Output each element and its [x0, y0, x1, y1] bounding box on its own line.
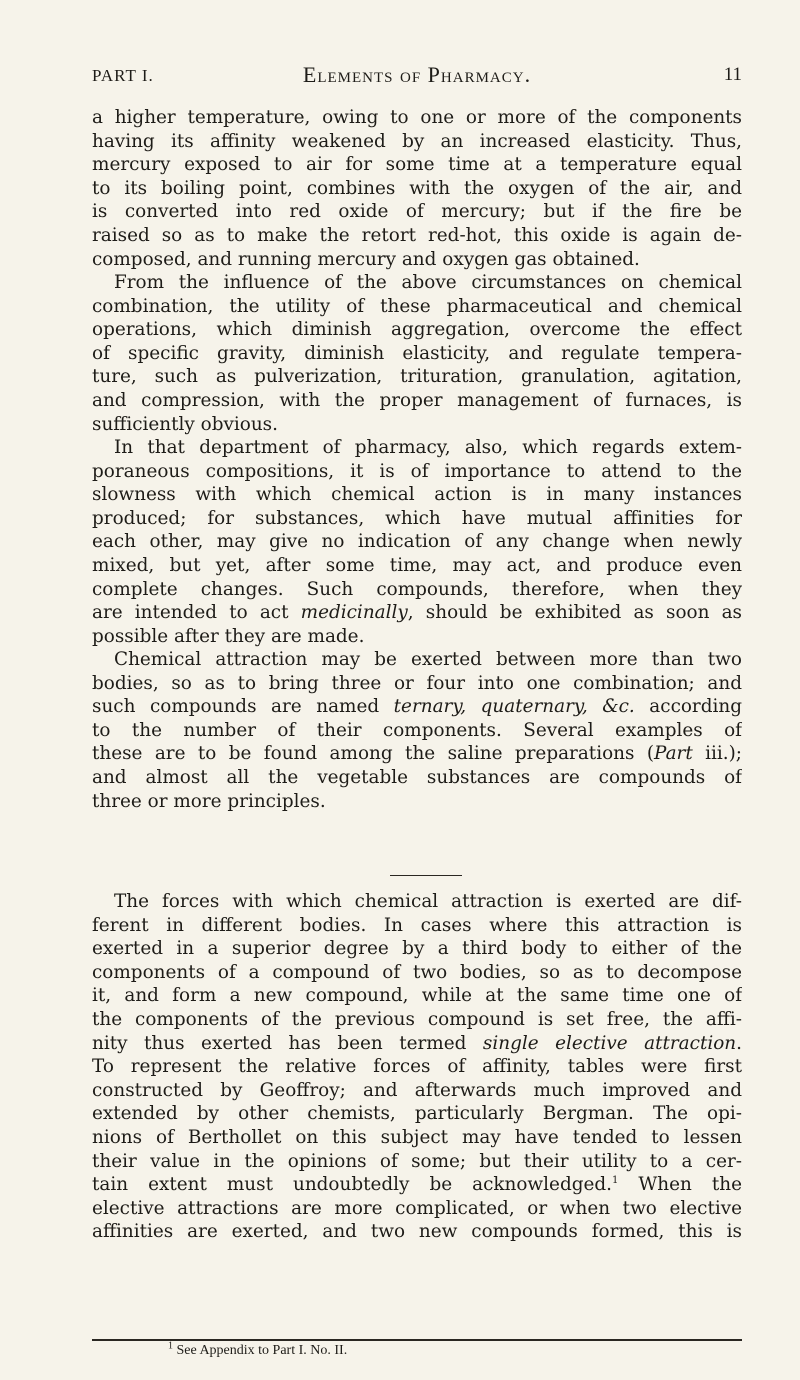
- footnote-marker: 1: [168, 1340, 173, 1352]
- text-line: The forces with which chemical attraction is exerted are dif-: [114, 891, 742, 912]
- text-line: components of a compound of two bodies, so as to decompose: [92, 961, 742, 983]
- text-line: and almost all the vegetable substances are compounds of: [92, 766, 742, 788]
- footnote-reference[interactable]: 1: [612, 1175, 619, 1186]
- text-line: mercury exposed to air for some time at a temperature equal: [92, 154, 742, 176]
- text-line: operations, which diminish aggregation, overcome the effect: [92, 319, 742, 341]
- footnote: [168, 1340, 348, 1359]
- text-line: raised so as to make the retort red-hot, this oxide is again de-: [92, 224, 742, 246]
- paragraph-4: [92, 648, 742, 813]
- text-line: [92, 695, 742, 719]
- text-run: tain extent must undoubtedly be acknowledged.: [92, 1174, 612, 1196]
- paragraph-5: [92, 890, 742, 1244]
- footnote-divider: [92, 1339, 742, 1341]
- text-run: When the: [618, 1174, 742, 1196]
- paragraph-3: [92, 436, 742, 648]
- text-run: iii.);: [692, 743, 742, 765]
- text-line: is converted into red oxide of mercury; but if the fire be: [92, 201, 742, 223]
- text-run: , should be exhibited as soon as: [407, 602, 742, 624]
- text-line: affinities are exerted, and two new compounds formed, this is: [92, 1221, 742, 1243]
- text-line: having its affinity weakened by an increased elasticity. Thus,: [92, 130, 742, 152]
- text-line: Chemical attraction may be exerted between more than two: [114, 649, 742, 670]
- text-run: are intended to act: [92, 602, 301, 624]
- text-line: bodies, so as to bring three or four into one combination; and: [92, 672, 742, 694]
- text-line: it, and form a new compound, while at the same time one of: [92, 985, 742, 1007]
- text-run: according: [634, 696, 742, 718]
- text-line: produced; for substances, which have mutual affinities for: [92, 507, 742, 529]
- text-line: composed, and running mercury and oxygen gas obtained.: [92, 248, 640, 270]
- italic-text: medicinally: [300, 602, 408, 624]
- italic-text: Part: [654, 743, 693, 765]
- text-line: to the number of their components. Several examples of: [92, 719, 742, 741]
- text-line: [92, 1032, 742, 1056]
- text-line: combination, the utility of these pharmaceutical and chemical: [92, 295, 742, 317]
- footnote-text: See Appendix to Part I. No. II.: [176, 1343, 348, 1358]
- text-line: the components of the previous compound is set free, the affi-: [92, 1008, 742, 1030]
- text-line: of specific gravity, diminish elasticity, and regulate tempera-: [92, 342, 742, 364]
- italic-text: ternary, quaternary, &c.: [393, 696, 635, 718]
- text-line: poraneous compositions, it is of importance to attend to the: [92, 460, 742, 482]
- text-line: each other, may give no indication of any change when newly: [92, 531, 742, 553]
- text-run: nity thus exerted has been termed: [92, 1032, 483, 1054]
- text-line: [92, 601, 742, 625]
- italic-text: single elective attraction: [482, 1032, 737, 1054]
- text-line: three or more principles.: [92, 790, 326, 812]
- running-header: [92, 62, 742, 92]
- part-label: PART I.: [92, 66, 154, 85]
- text-line: complete changes. Such compounds, therefore, when they: [92, 578, 742, 600]
- section-divider: [390, 875, 462, 876]
- text-line: extended by other chemists, particularly Bergman. The opi-: [92, 1103, 742, 1125]
- text-line: [92, 1173, 742, 1197]
- text-line: their value in the opinions of some; but their utility to a cer-: [92, 1150, 742, 1172]
- page-number: 11: [723, 64, 742, 85]
- text-line: and compression, with the proper management of furnaces, is: [92, 389, 742, 411]
- paragraph-1: [92, 106, 742, 271]
- text-line: ferent in different bodies. In cases where this attraction is: [92, 914, 742, 936]
- text-run: such compounds are named: [92, 696, 394, 718]
- text-line: exerted in a superior degree by a third body to either of the: [92, 938, 742, 960]
- page-title: Elements of Pharmacy.: [302, 62, 532, 87]
- text-line: mixed, but yet, after some time, may act, and produce even: [92, 554, 742, 576]
- text-line: possible after they are made.: [92, 625, 365, 647]
- text-line: constructed by Geoffroy; and afterwards much improved and: [92, 1079, 742, 1101]
- text-run: .: [736, 1032, 742, 1054]
- text-run: these are to be found among the saline preparations (: [92, 743, 655, 765]
- text-line: ture, such as pulverization, trituration, granulation, agitation,: [92, 366, 742, 388]
- text-line: slowness with which chemical action is in many instances: [92, 484, 742, 506]
- text-line: To represent the relative forces of affinity, tables were first: [92, 1056, 742, 1078]
- text-line: to its boiling point, combines with the oxygen of the air, and: [92, 177, 742, 199]
- text-line: a higher temperature, owing to one or more of the components: [92, 107, 742, 128]
- text-line: elective attractions are more complicated, or when two elective: [92, 1197, 742, 1219]
- text-line: From the influence of the above circumstances on chemical: [114, 272, 742, 293]
- paragraph-2: [92, 271, 742, 436]
- text-line: [92, 742, 742, 766]
- text-line: In that department of pharmacy, also, which regards extem-: [114, 437, 742, 458]
- text-line: nions of Berthollet on this subject may have tended to lessen: [92, 1126, 742, 1148]
- text-line: sufficiently obvious.: [92, 413, 278, 435]
